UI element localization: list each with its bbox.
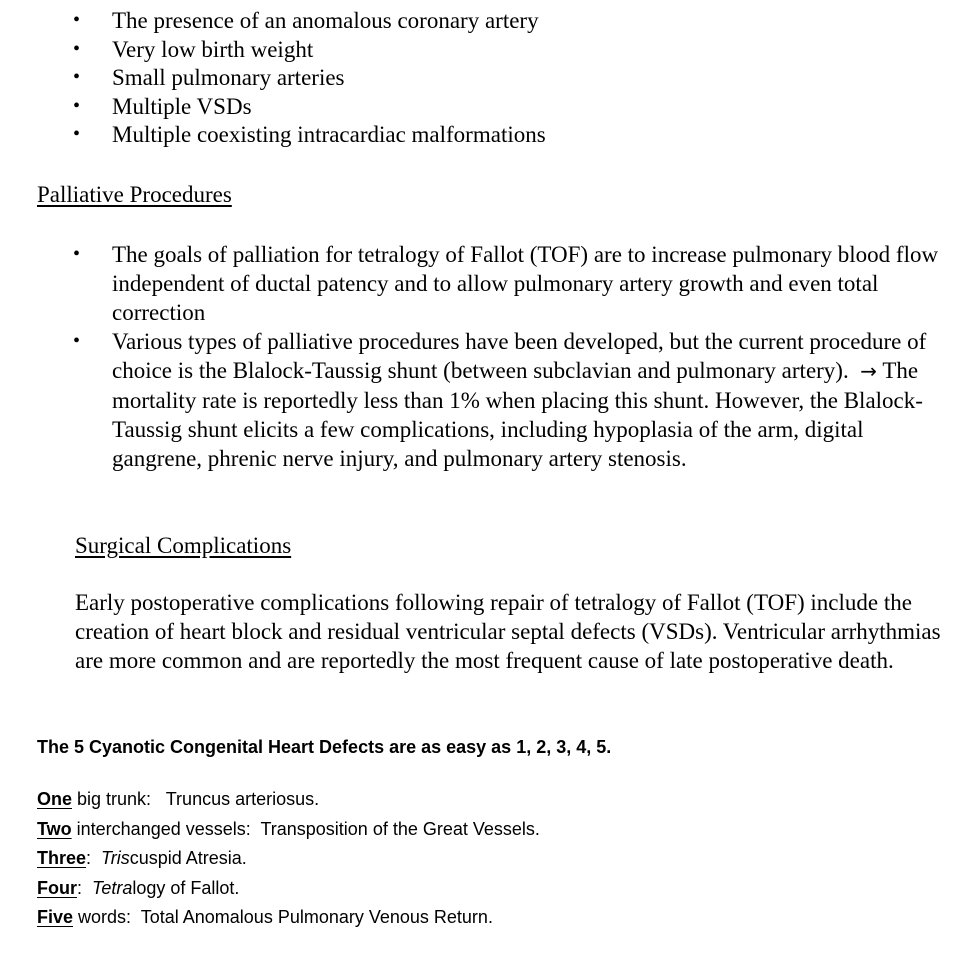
mnemonic-italic: Tetra [92,877,133,898]
mnemonic-list [37,786,540,934]
mnemonic-middle: interchanged vessels: [71,818,261,839]
defect-name: cuspid Atresia. [129,848,247,868]
surgical-complications-heading: Surgical Complications [75,533,292,558]
mnemonic-item-two [37,816,540,846]
mnemonic-middle: big trunk: [72,789,166,809]
list-item [0,120,546,149]
mnemonic-italic: Tris [101,848,130,868]
surgical-complications-paragraph: Early postoperative complications following repair of tetralogy of Fallot (TOF) include the creation of heart block and residual ventricular septal defects (VSDs). Ventricular arrhythmias are more common and are reportedly the most frequent cause of late postoperative death. [75,590,941,673]
risk-factor-text: The presence of an anomalous coronary artery [112,8,539,33]
list-item [0,240,940,327]
list-item [0,63,546,92]
bullet-icon: • [73,94,81,117]
mnemonic-title: The 5 Cyanotic Congenital Heart Defects are as easy as 1, 2, 3, 4, 5. [37,737,612,757]
mnemonic-middle: words: [73,907,141,927]
bullet-icon: • [73,66,81,89]
number-word: Three [37,848,87,868]
number-word: Five [37,907,74,927]
mnemonic-item-four [37,875,540,905]
mnemonic-middle: : [77,877,93,898]
list-item [0,35,546,64]
palliative-list [0,240,940,473]
mortality-text: The mortality rate is reportedly less than 1% when placing this shunt. However, the Blalock-Taussig shunt elicits a few complications, including hypoplasia of the arm, digital gangrene, phrenic nerve injury, and pulmonary artery stenosis. [112,358,923,471]
number-word: Four [37,877,77,898]
defect-name: logy of Fallot. [132,877,240,898]
number-word: Two [37,818,72,839]
palliative-procedures-heading: Palliative Procedures [37,182,232,207]
mnemonic-middle: : [86,848,102,868]
defect-name: Truncus arteriosus. [165,789,320,809]
mnemonic-item-one [37,786,540,816]
risk-factor-text: Multiple VSDs [112,93,252,119]
bullet-icon: • [73,330,81,352]
risk-factor-text: Multiple coexisting intracardiac malformations [112,122,546,148]
risk-factor-text: Small pulmonary arteries [112,65,345,91]
list-item [0,6,546,35]
risk-factor-text: Very low birth weight [112,36,314,62]
defect-name: Transposition of the Great Vessels. [260,818,540,839]
mnemonic-item-three [37,845,540,875]
bullet-icon: • [73,123,81,146]
palliation-goals-text: The goals of palliation for tetralogy of Fallot (TOF) are to increase pulmonary blood flow independent of ductal patency and to allow pulmonary artery growth and even total correction [112,242,939,325]
palliative-types-text: Various types of palliative procedures have been developed, but the current procedure of choice is the Blalock-Taussig shunt (between subclavian and pulmonary artery). [112,329,927,383]
bullet-icon: • [73,9,81,31]
bullet-icon: • [73,243,81,265]
number-word: One [37,789,73,809]
bullet-icon: • [73,37,81,60]
list-item [0,327,940,473]
list-item [0,92,546,121]
mnemonic-item-five [37,904,540,934]
risk-factor-list [0,6,546,149]
arrow-right-icon: → [860,359,877,383]
defect-name: Total Anomalous Pulmonary Venous Return. [140,907,493,927]
